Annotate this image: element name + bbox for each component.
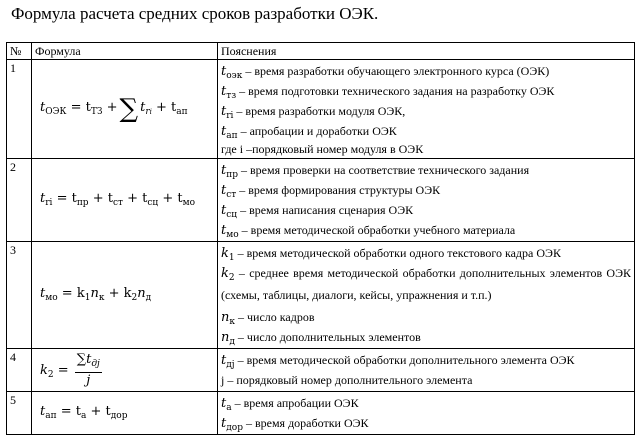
explanation-line: $t_{ап}$ – апробации и доработки ОЭК [221,124,397,141]
formula-cell [32,242,218,349]
explanation-line: $t_{пр}$ – время проверки на соответствие технического задания [221,163,530,180]
explanation-line: $k_2$ – среднее время методической обработки дополнительных элементов ОЭК (схемы, таблицы, диалоги, кейсы, упражнения и т.п.) [221,266,631,302]
explanation-cell [218,242,635,349]
explanation-line: $t_{дj}$ – время методической обработки дополнительного элемента ОЭК [221,353,575,370]
explanation-line: $t_{ст}$ – время формирования структуры ОЭК [221,183,441,200]
table-header-row [7,43,635,60]
explanation-line: $t_а$ – время апробации ОЭК [221,396,359,413]
fraction: $\frac{\sum t_{дj}}{j}$ [76,351,100,388]
row-number: 2 [7,159,32,242]
explanation-line: $k_1$ – время методической обработки одного текстового кадра ОЭК [221,246,561,263]
table-row [7,349,635,392]
formula-cell [32,392,218,435]
header-num: № [7,43,32,60]
document-title: Формула расчета средних сроков разработки ОЭК. [11,4,379,23]
explanation-line: $t_{тз}$ – время подготовки технического задания на разработку ОЭК [221,84,555,101]
table-row [7,242,635,349]
formula-cell [32,60,218,159]
explanation-line: $t_{дор}$ – время доработки ОЭК [221,416,369,433]
formula-cell [32,349,218,392]
formula: $t_{ri} = t_{пр} + t_{ст} + t_{сц} + t_{мо}$ [40,190,196,208]
table-row [7,159,635,242]
row-number: 5 [7,392,32,435]
explanation-cell [218,60,635,159]
explanation-cell [218,392,635,435]
explanation-line: $n_д$ – число дополнительных элементов [221,330,421,347]
table-row [7,60,635,159]
formula: $k_2$ = $\frac{\sum t_{дj}}{j}$ [40,351,100,388]
formula: $t_{ОЭК} = t_{ТЗ}$ +∑ $t_{ri} + t_{ап}$ [40,93,188,124]
explanation-line: где i –порядковый номер модуля в ОЭК [221,142,424,156]
header-explanation: Пояснения [218,43,635,60]
explanation-line: $t_{оэк}$ – время разработки обучающего электронного курса (ОЭК) [221,64,550,81]
explanation-cell [218,349,635,392]
row-number: 4 [7,349,32,392]
explanation-line: j – порядковый номер дополнительного элемента [221,373,473,387]
explanation-line: $t_{ri}$ – время разработки модуля ОЭК, [221,104,406,121]
row-number: 1 [7,60,32,159]
row-number: 3 [7,242,32,349]
header-formula: Формула [32,43,218,60]
explanation-cell [218,159,635,242]
explanation-line: $t_{сц}$ – время написания сценария ОЭК [221,203,414,220]
sum-symbol: ∑ [119,93,139,124]
formula: $t_{ап} = t_а + t_{дор}$ [40,403,128,421]
formula-table [6,42,635,435]
formula-cell [32,159,218,242]
formula: $t_{мо} = k_1n_к + k_2n_д$ [40,285,152,303]
table-row [7,392,635,435]
explanation-line: $n_к$ – число кадров [221,310,315,327]
explanation-line: $t_{мо}$ – время методической обработки учебного материала [221,223,516,240]
